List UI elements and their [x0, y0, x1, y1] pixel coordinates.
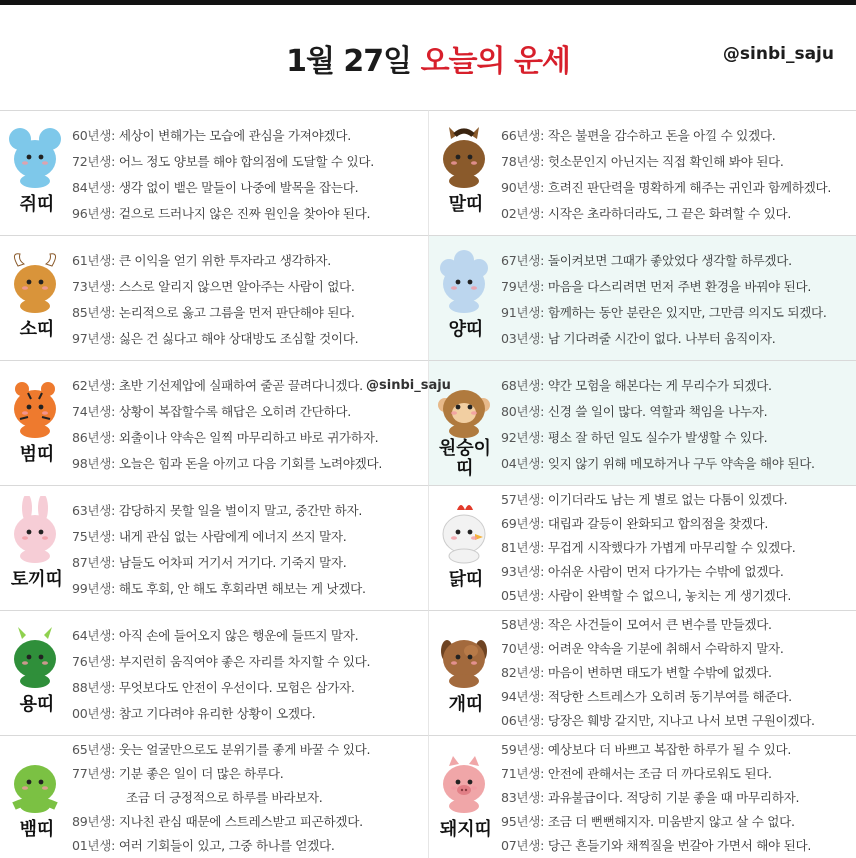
birth-year: 99년생:	[72, 581, 116, 596]
fortune-text: 지나친 관심 때문에 스트레스받고 피곤하겠다.	[118, 814, 363, 829]
fortune-line	[501, 274, 852, 300]
fortune-line	[501, 786, 852, 810]
fortune-text: 초반 기선제압에 실패하여 줄곧 끌려다니겠다.	[118, 378, 363, 393]
fortune-text: 시작은 초라하더라도, 그 끝은 화려할 수 있다.	[547, 206, 792, 221]
fortune-lines	[501, 373, 852, 477]
birth-year: 06년생:	[501, 713, 545, 728]
zodiac-name: 뱀띠	[19, 819, 55, 840]
zodiac-name: 범띠	[19, 444, 55, 465]
fortune-line	[501, 613, 852, 637]
fortune-text: 어려운 약속을 기분에 취해서 수락하지 말자.	[547, 641, 784, 656]
birth-year: 91년생:	[501, 305, 545, 320]
fortune-text: 예상보다 더 바쁘고 복잡한 하루가 될 수 있다.	[547, 742, 792, 757]
fortune-text: 상황이 복잡할수록 해답은 오히려 간단하다.	[118, 404, 351, 419]
zodiac-name: 소띠	[19, 319, 55, 340]
fortune-cell-rat	[0, 110, 428, 235]
fortune-line	[72, 810, 424, 834]
tiger-icon	[6, 371, 64, 439]
birth-year: 82년생:	[501, 665, 545, 680]
fortune-line	[501, 451, 852, 477]
fortune-lines	[72, 248, 424, 352]
birth-year: 87년생:	[72, 555, 116, 570]
fortune-lines	[501, 123, 852, 227]
birth-year: 86년생:	[72, 430, 116, 445]
birth-year: 65년생:	[72, 742, 116, 757]
fortune-line	[72, 576, 424, 602]
fortune-line	[72, 399, 424, 425]
fortune-text: 웃는 얼굴만으로도 분위기를 좋게 바꿀 수 있다.	[118, 742, 371, 757]
fortune-lines	[501, 738, 852, 858]
fortune-text: 당장은 훼방 같지만, 지나고 나서 보면 구원이겠다.	[547, 713, 815, 728]
fortune-line	[501, 201, 852, 227]
fortune-line	[501, 425, 852, 451]
fortune-line	[72, 498, 424, 524]
dog-icon	[435, 621, 493, 689]
title-date: 1월 27일	[286, 44, 412, 79]
fortune-line	[72, 425, 424, 451]
rooster-icon	[435, 496, 493, 564]
birth-year: 88년생:	[72, 680, 116, 695]
fortune-line	[72, 786, 424, 810]
horse-icon	[435, 121, 493, 189]
fortune-line	[72, 451, 424, 477]
fortune-text: 약간 모험을 해본다는 게 무리수가 되겠다.	[547, 378, 772, 393]
fortune-text: 함께하는 동안 분란은 있지만, 그만큼 의지도 되겠다.	[547, 305, 827, 320]
birth-year: 79년생:	[501, 279, 545, 294]
fortune-text: 여러 기회들이 있고, 그중 하나를 얻겠다.	[118, 838, 335, 853]
fortune-cell-sheep	[428, 235, 856, 360]
fortune-cell-dragon	[0, 610, 428, 735]
birth-year: 89년생:	[72, 814, 116, 829]
birth-year: 81년생:	[501, 540, 545, 555]
fortune-line	[72, 248, 424, 274]
fortune-line	[501, 175, 852, 201]
fortune-line	[72, 623, 424, 649]
fortune-text: 부지런히 움직여야 좋은 자리를 차지할 수 있다.	[118, 654, 371, 669]
birth-year: 67년생:	[501, 253, 545, 268]
fortune-lines	[501, 248, 852, 352]
zodiac-name: 양띠	[448, 319, 484, 340]
birth-year: 05년생:	[501, 588, 545, 603]
rabbit-icon	[6, 496, 64, 564]
fortune-text: 생각 없이 뱉은 말들이 나중에 발목을 잡는다.	[118, 180, 359, 195]
fortune-line	[72, 123, 424, 149]
fortune-line	[501, 248, 852, 274]
fortune-cell-rooster	[428, 485, 856, 610]
zodiac-name: 토끼띠	[10, 569, 64, 590]
zodiac-name: 쥐띠	[19, 194, 55, 215]
birth-year: 76년생:	[72, 654, 116, 669]
birth-year: 85년생:	[72, 305, 116, 320]
fortune-lines	[72, 498, 424, 602]
fortune-text: 오늘은 힘과 돈을 아끼고 다음 기회를 노려야겠다.	[118, 456, 383, 471]
birth-year: 00년생:	[72, 706, 116, 721]
birth-year: 01년생:	[72, 838, 116, 853]
birth-year: 75년생:	[72, 529, 116, 544]
fortune-line	[501, 326, 852, 352]
fortune-line	[501, 709, 852, 733]
fortune-lines	[72, 738, 424, 858]
ox-icon	[6, 246, 64, 314]
fortune-line	[72, 524, 424, 550]
fortune-text: 논리적으로 옳고 그름을 먼저 판단해야 된다.	[118, 305, 355, 320]
fortune-cell-dog	[428, 610, 856, 735]
fortune-line	[501, 300, 852, 326]
birth-year: 02년생:	[501, 206, 545, 221]
zodiac-name: 닭띠	[448, 569, 484, 590]
fortune-line	[72, 834, 424, 858]
fortune-text: 큰 이익을 얻기 위한 투자라고 생각하자.	[118, 253, 331, 268]
fortune-cell-pig	[428, 735, 856, 858]
fortune-text: 내게 관심 없는 사람에게 에너지 쓰지 말자.	[118, 529, 347, 544]
birth-year: 66년생:	[501, 128, 545, 143]
fortune-line	[501, 373, 852, 399]
fortune-line	[72, 675, 424, 701]
fortune-text: 외출이나 약속은 일찍 마무리하고 바로 귀가하자.	[118, 430, 379, 445]
zodiac-name: 원숭이띠	[438, 438, 492, 479]
fortune-line	[72, 274, 424, 300]
fortune-text: 참고 기다려야 유리한 상황이 오겠다.	[118, 706, 316, 721]
fortune-line	[501, 762, 852, 786]
birth-year: 98년생:	[72, 456, 116, 471]
fortune-cell-tiger	[0, 360, 428, 485]
fortune-text: 어느 정도 양보를 해야 합의점에 도달할 수 있다.	[118, 154, 374, 169]
fortune-line	[501, 560, 852, 584]
fortune-text: 사람이 완벽할 수 없으니, 놓치는 게 생기겠다.	[547, 588, 792, 603]
fortune-text: 남들도 어차피 거기서 거기다. 기죽지 말자.	[118, 555, 347, 570]
fortune-text: 마음이 변하면 태도가 변할 수밖에 없겠다.	[547, 665, 772, 680]
fortune-cell-rabbit	[0, 485, 428, 610]
birth-year: 62년생:	[72, 378, 116, 393]
fortune-line	[501, 123, 852, 149]
birth-year: 07년생:	[501, 838, 545, 853]
birth-year: 72년생:	[72, 154, 116, 169]
fortune-text: 잊지 않기 위해 메모하거나 구두 약속을 해야 된다.	[547, 456, 815, 471]
fortune-text: 돌이켜보면 그때가 좋았었다 생각할 하루겠다.	[547, 253, 792, 268]
birth-year: 60년생:	[72, 128, 116, 143]
birth-year: 97년생:	[72, 331, 116, 346]
birth-year: 80년생:	[501, 404, 545, 419]
birth-year: 61년생:	[72, 253, 116, 268]
fortune-text: 싫은 건 싫다고 해야 상대방도 조심할 것이다.	[118, 331, 359, 346]
fortune-line	[72, 326, 424, 352]
birth-year: 57년생:	[501, 492, 545, 507]
birth-year: 78년생:	[501, 154, 545, 169]
fortune-lines	[72, 623, 424, 727]
birth-year: 64년생:	[72, 628, 116, 643]
fortune-text: 신경 쓸 일이 많다. 역할과 책임을 나누자.	[547, 404, 768, 419]
fortune-text: 평소 잘 하던 일도 실수가 발생할 수 있다.	[547, 430, 768, 445]
birth-year: 03년생:	[501, 331, 545, 346]
birth-year: 90년생:	[501, 180, 545, 195]
dragon-icon	[6, 621, 64, 689]
fortune-text: 대립과 갈등이 완화되고 합의점을 찾겠다.	[547, 516, 769, 531]
rat-icon	[6, 121, 64, 189]
fortune-line	[501, 399, 852, 425]
fortune-cell-ox	[0, 235, 428, 360]
fortune-text: 해도 후회, 안 해도 후회라면 해보는 게 낫겠다.	[118, 581, 366, 596]
birth-year: 68년생:	[501, 378, 545, 393]
birth-year: 95년생:	[501, 814, 545, 829]
pig-icon	[435, 746, 493, 814]
fortune-text: 당근 흔들기와 채찍질을 번갈아 가면서 해야 된다.	[547, 838, 812, 853]
account-handle: @sinbi_saju	[722, 44, 834, 64]
fortune-text: 무엇보다도 안전이 우선이다. 모험은 삼가자.	[118, 680, 355, 695]
fortune-line	[501, 584, 852, 608]
fortune-text: 기분 좋은 일이 더 많은 하루다.	[118, 766, 284, 781]
fortune-line	[72, 649, 424, 675]
title-main: 오늘의 운세	[420, 44, 570, 79]
fortune-text: 작은 사건들이 모여서 큰 변수를 만들겠다.	[547, 617, 772, 632]
fortune-text: 과유불급이다. 적당히 기분 좋을 때 마무리하자.	[547, 790, 800, 805]
fortune-line	[501, 810, 852, 834]
birth-year: 58년생:	[501, 617, 545, 632]
fortune-line	[501, 834, 852, 858]
birth-year: 73년생:	[72, 279, 116, 294]
birth-year: 84년생:	[72, 180, 116, 195]
zodiac-name: 개띠	[448, 694, 484, 715]
fortune-text: 헛소문인지 아닌지는 직접 확인해 봐야 된다.	[547, 154, 784, 169]
birth-year: 69년생:	[501, 516, 545, 531]
fortune-text: 조금 더 뻔뻔해지자. 미움받지 않고 살 수 없다.	[547, 814, 795, 829]
birth-year: 94년생:	[501, 689, 545, 704]
fortune-text: 작은 불편을 감수하고 돈을 아낄 수 있겠다.	[547, 128, 776, 143]
fortune-text: 흐려진 판단력을 명확하게 해주는 귀인과 함께하겠다.	[547, 180, 832, 195]
fortune-text: 아직 손에 들어오지 않은 행운에 들뜨지 말자.	[118, 628, 359, 643]
fortune-text: 남 기다려줄 시간이 없다. 나부터 움직이자.	[547, 331, 776, 346]
fortune-text: 세상이 변해가는 모습에 관심을 가져야겠다.	[118, 128, 351, 143]
fortune-text: 무겁게 시작했다가 가볍게 마무리할 수 있겠다.	[547, 540, 796, 555]
fortune-line	[72, 175, 424, 201]
fortune-line	[501, 738, 852, 762]
birth-year: 70년생:	[501, 641, 545, 656]
fortune-text: 마음을 다스리려면 먼저 주변 환경을 바꿔야 된다.	[547, 279, 812, 294]
fortune-cell-snake	[0, 735, 428, 858]
fortune-line	[72, 550, 424, 576]
fortune-grid	[0, 110, 856, 858]
fortune-line	[501, 149, 852, 175]
birth-year: 77년생:	[72, 766, 116, 781]
zodiac-name: 돼지띠	[439, 819, 493, 840]
fortune-line	[72, 762, 424, 786]
top-border	[0, 0, 856, 5]
fortune-text: 적당한 스트레스가 오히려 동기부여를 해준다.	[547, 689, 792, 704]
zodiac-name: 말띠	[448, 194, 484, 215]
fortune-cell-monkey	[428, 360, 856, 485]
fortune-text: 겉으로 드러나지 않은 진짜 원인을 찾아야 된다.	[118, 206, 371, 221]
birth-year: 59년생:	[501, 742, 545, 757]
fortune-line	[501, 637, 852, 661]
fortune-lines	[501, 613, 852, 733]
fortune-line	[72, 738, 424, 762]
birth-year: 83년생:	[501, 790, 545, 805]
fortune-cell-horse	[428, 110, 856, 235]
birth-year: 93년생:	[501, 564, 545, 579]
fortune-text: 안전에 관해서는 조금 더 까다로워도 된다.	[547, 766, 772, 781]
fortune-line	[72, 300, 424, 326]
fortune-lines	[72, 123, 424, 227]
snake-icon	[6, 746, 64, 814]
birth-year: 74년생:	[72, 404, 116, 419]
fortune-lines	[501, 488, 852, 608]
birth-year: 71년생:	[501, 766, 545, 781]
birth-year: 63년생:	[72, 503, 116, 518]
birth-year: 96년생:	[72, 206, 116, 221]
fortune-text: 아쉬운 사람이 먼저 다가가는 수밖에 없겠다.	[547, 564, 784, 579]
fortune-line	[501, 488, 852, 512]
zodiac-name: 용띠	[19, 694, 55, 715]
fortune-line	[501, 661, 852, 685]
watermark: @sinbi_saju	[366, 378, 451, 393]
fortune-text: 스스로 알리지 않으면 알아주는 사람이 없다.	[118, 279, 355, 294]
birth-year: 04년생:	[501, 456, 545, 471]
fortune-line	[501, 685, 852, 709]
fortune-line	[72, 149, 424, 175]
birth-year: 92년생:	[501, 430, 545, 445]
fortune-line	[72, 701, 424, 727]
fortune-text: 이기더라도 남는 게 별로 없는 다툼이 있겠다.	[547, 492, 788, 507]
fortune-line	[501, 512, 852, 536]
fortune-line	[72, 201, 424, 227]
fortune-text: 감당하지 못할 일을 벌이지 말고, 중간만 하자.	[118, 503, 363, 518]
fortune-line	[501, 536, 852, 560]
fortune-text: 조금 더 긍정적으로 하루를 바라보자.	[126, 790, 323, 805]
sheep-icon	[435, 246, 493, 314]
